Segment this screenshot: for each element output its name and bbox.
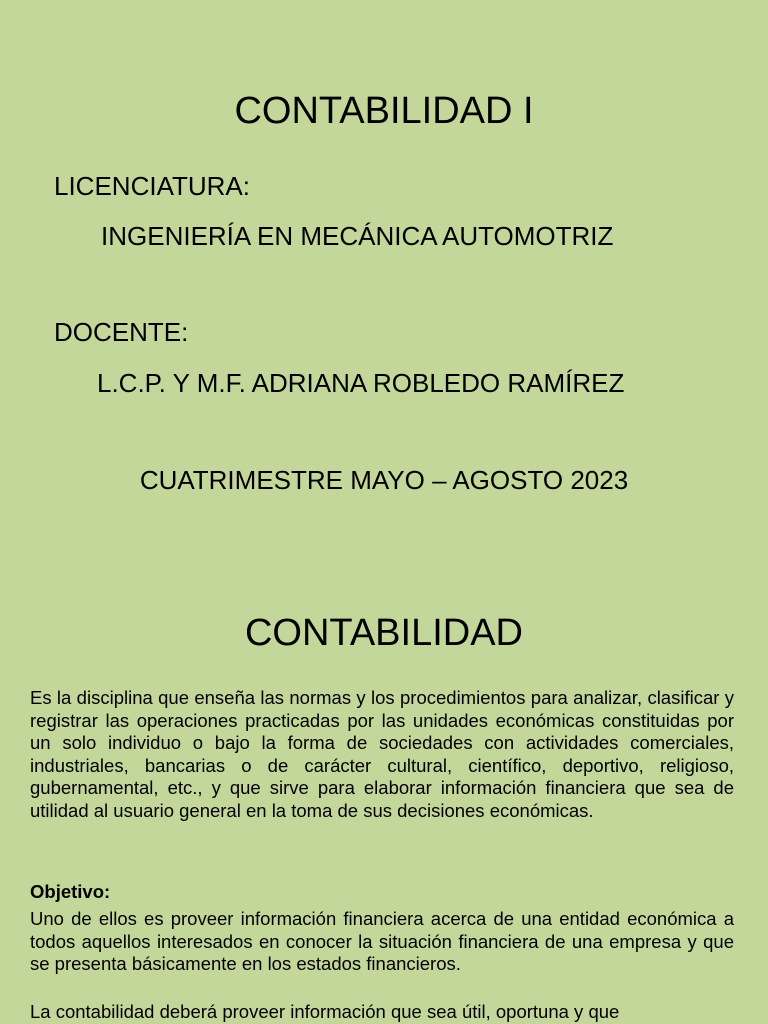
term-text: CUATRIMESTRE MAYO – AGOSTO 2023 bbox=[139, 465, 629, 495]
objective-paragraph: Uno de ellos es proveer información financiera acerca de una entidad económica a todos aquellos interesados en conocer la situación financiera de una empresa y que se presenta básicamente en los estados financieros. bbox=[30, 908, 734, 974]
degree-value: INGENIERÍA EN MECÁNICA AUTOMOTRIZ bbox=[101, 221, 614, 251]
course-title: CONTABILIDAD I bbox=[234, 90, 534, 132]
definition-slide bbox=[0, 560, 768, 1024]
definition-paragraph: Es la disciplina que enseña las normas y los procedimientos para analizar, clasificar y registrar las operaciones practicadas por las unidades económicas constituidas por un solo individuo o bajo la forma de sociedades con actividades comerciales, industriales, bancarias o de carácter cultural, científico, deportivo, religioso, gubernamental, etc., y que sirve para elaborar información financiera que sea de utilidad al usuario general en la toma de sus decisiones económicas. bbox=[30, 687, 734, 821]
objective-label: Objetivo: bbox=[30, 881, 111, 902]
teacher-label: DOCENTE: bbox=[54, 317, 189, 347]
continuation-paragraph: La contabilidad deberá proveer información que sea útil, oportuna y que bbox=[30, 1001, 620, 1022]
degree-label: LICENCIATURA: bbox=[54, 171, 250, 201]
teacher-value: L.C.P. Y M.F. ADRIANA ROBLEDO RAMÍREZ bbox=[97, 368, 625, 398]
section-title: CONTABILIDAD bbox=[244, 612, 523, 654]
